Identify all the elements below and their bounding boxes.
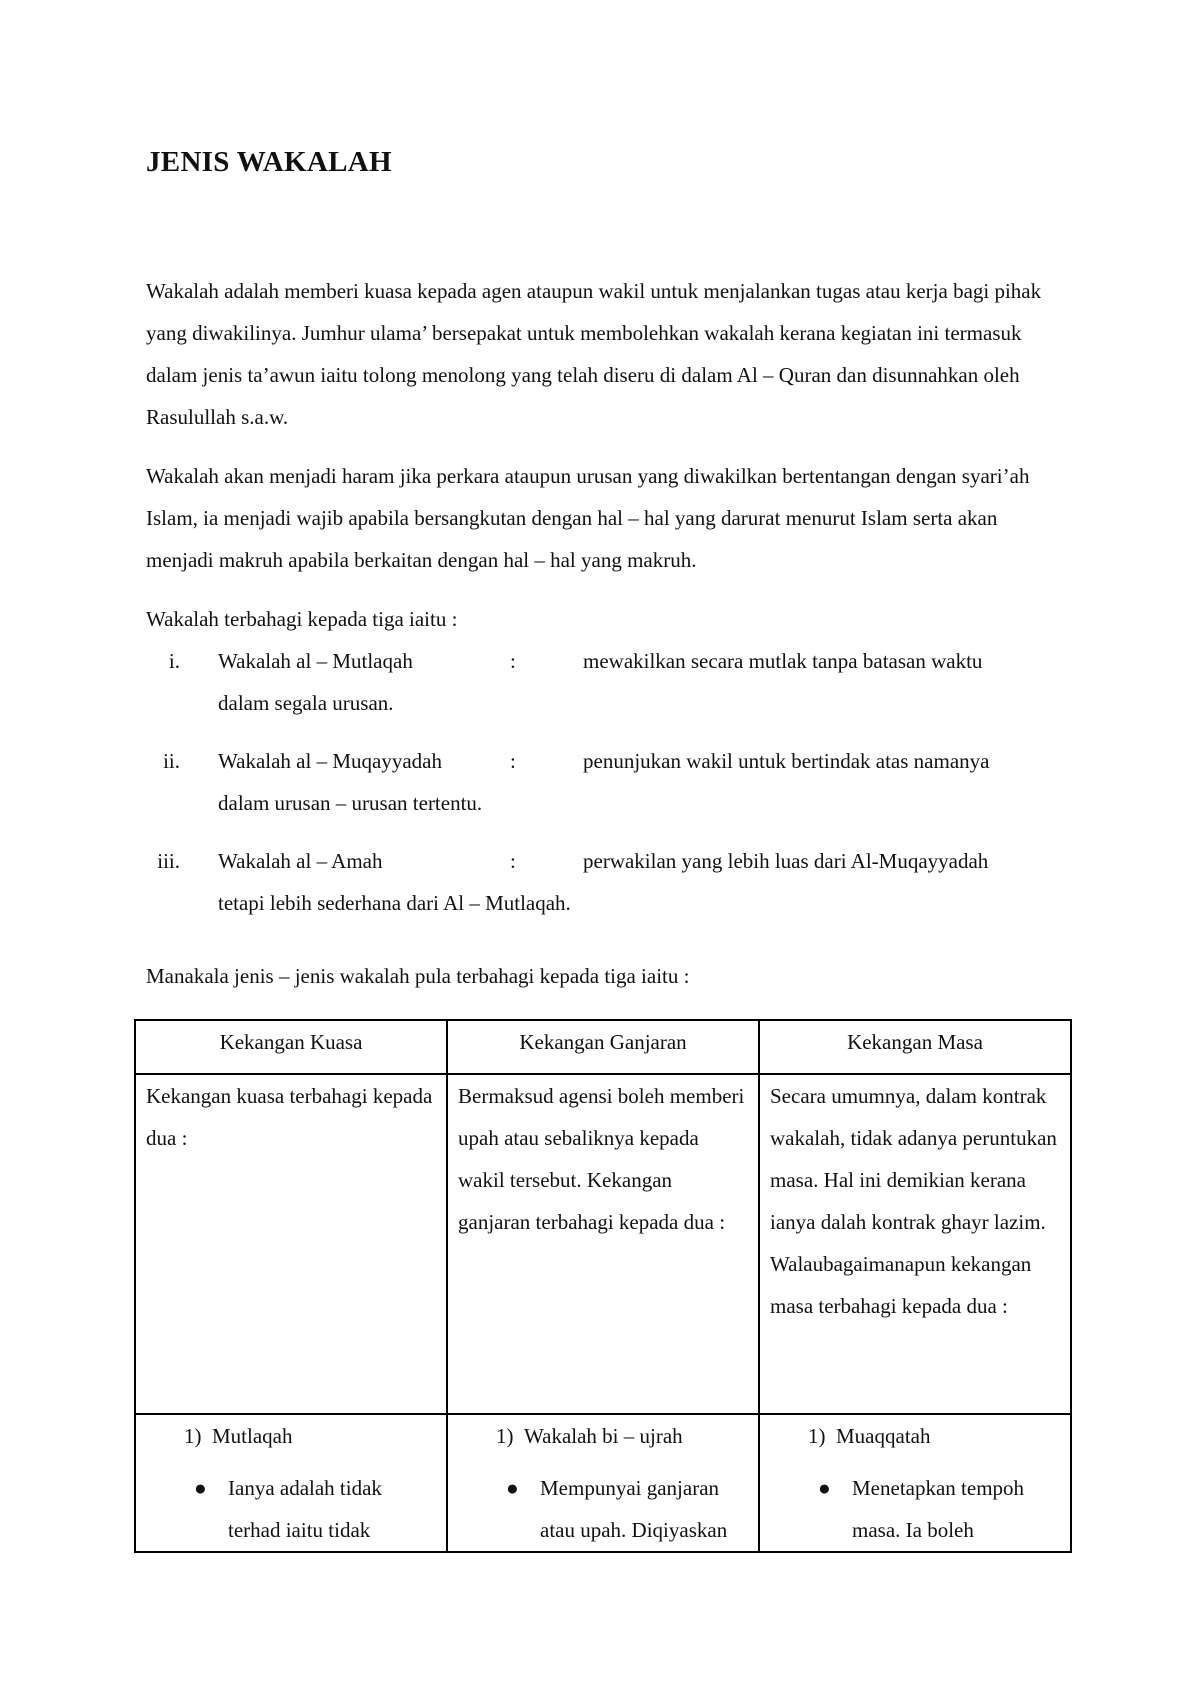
table-header-cell: Kekangan Ganjaran	[447, 1020, 759, 1074]
subitem-number: 1)	[184, 1424, 202, 1448]
bullet-item	[770, 1467, 1060, 1551]
table-cell: Bermaksud agensi boleh memberi upah atau sebaliknya kepada wakil tersebut. Kekangan ganjaran terbahagi kepada dua :	[447, 1074, 759, 1414]
subitem-label: Muaqqatah	[836, 1424, 931, 1448]
subitem-number: 1)	[808, 1424, 826, 1448]
bullet-item	[458, 1467, 748, 1551]
bullet-icon: ●	[506, 1476, 519, 1500]
bullet-text: Menetapkan tempoh masa. Ia boleh	[852, 1476, 1025, 1542]
list-colon: :	[510, 749, 516, 773]
table-cell: Kekangan kuasa terbahagi kepada dua :	[135, 1074, 447, 1414]
paragraph-ruling: Wakalah akan menjadi haram jika perkara ataupun urusan yang diwakilkan bertentangan dengan syari’ah Islam, ia menjadi wajib apabila bersangkutan dengan hal – hal yang darurat menurut Islam serta akan menjadi makruh apabila berkaitan dengan hal – hal yang makruh.	[146, 464, 1030, 572]
list-description-continued: dalam segala urusan.	[218, 691, 394, 715]
list-description: penunjukan wakil untuk bertindak atas namanya	[583, 749, 990, 773]
paragraph-types-intro: Wakalah terbahagi kepada tiga iaitu :	[146, 607, 458, 631]
table-header-cell: Kekangan Kuasa	[135, 1020, 447, 1074]
subitem-label: Mutlaqah	[212, 1424, 293, 1448]
list-description: mewakilkan secara mutlak tanpa batasan waktu	[583, 649, 983, 673]
table-header-row	[135, 1020, 1071, 1074]
list-term: Wakalah al – Amah	[218, 849, 383, 873]
list-description-continued: tetapi lebih sederhana dari Al – Mutlaqah.	[218, 891, 571, 915]
bullet-item	[146, 1467, 436, 1551]
table-header-cell: Kekangan Masa	[759, 1020, 1071, 1074]
list-colon: :	[510, 849, 516, 873]
numbered-subitem	[146, 1415, 436, 1457]
table-row	[135, 1074, 1071, 1414]
bullet-icon: ●	[194, 1476, 207, 1500]
bullet-icon: ●	[818, 1476, 831, 1500]
table-cell	[447, 1414, 759, 1552]
list-colon: :	[510, 649, 516, 673]
subitem-number: 1)	[496, 1424, 514, 1448]
paragraph-table-intro: Manakala jenis – jenis wakalah pula terbahagi kepada tiga iaitu :	[146, 964, 690, 988]
wakalah-table	[134, 1019, 1072, 1553]
bullet-text: Ianya adalah tidak terhad iaitu tidak	[228, 1476, 382, 1542]
table-cell: Secara umumnya, dalam kontrak wakalah, tidak adanya peruntukan masa. Hal ini demikian kerana ianya dalah kontrak ghayr lazim. Walaubagaimanapun kekangan masa terbahagi kepada dua :	[759, 1074, 1071, 1414]
numbered-subitem	[458, 1415, 748, 1457]
list-number: iii.	[157, 849, 180, 873]
list-term: Wakalah al – Mutlaqah	[218, 649, 413, 673]
list-number: i.	[168, 649, 180, 673]
list-description: perwakilan yang lebih luas dari Al-Muqayyadah	[583, 849, 989, 873]
list-description-continued: dalam urusan – urusan tertentu.	[218, 791, 483, 815]
bullet-text: Mempunyai ganjaran atau upah. Diqiyaskan	[540, 1476, 728, 1542]
list-number: ii.	[163, 749, 180, 773]
table-cell	[759, 1414, 1071, 1552]
list-term: Wakalah al – Muqayyadah	[218, 749, 442, 773]
numbered-subitem	[770, 1415, 1060, 1457]
paragraph-definition: Wakalah adalah memberi kuasa kepada agen ataupun wakil untuk menjalankan tugas atau kerja bagi pihak yang diwakilinya. Jumhur ulama’ bersepakat untuk membolehkan wakalah kerana kegiatan ini termasuk dalam jenis ta’awun iaitu tolong menolong yang telah diseru di dalam Al – Quran dan disunnahkan oleh Rasulullah s.a.w.	[146, 279, 1042, 429]
table-row	[135, 1414, 1071, 1552]
subitem-label: Wakalah bi – ujrah	[524, 1424, 683, 1448]
table-cell	[135, 1414, 447, 1552]
page-title: JENIS WAKALAH	[146, 146, 392, 178]
